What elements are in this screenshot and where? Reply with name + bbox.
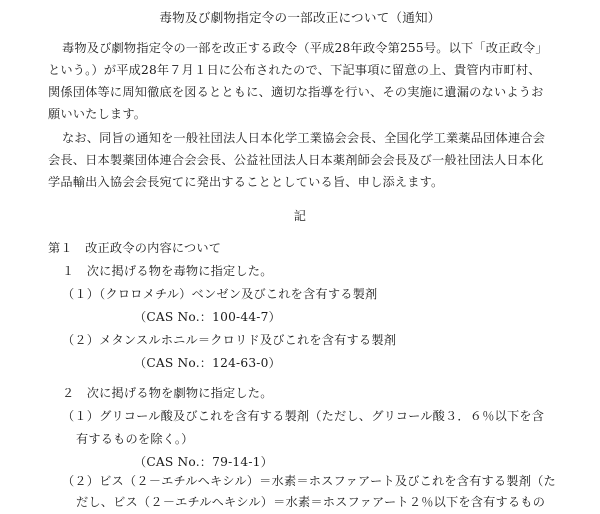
intro-line-3: 関係団体等に周知徹底を図るとともに、適切な指導を行い、その実施に遺漏のないようお	[48, 85, 544, 99]
document-title: 毒物及び劇物指定令の一部改正について（通知）	[159, 10, 441, 25]
intro-line-4: 願いいたします。	[48, 107, 147, 121]
item2-1-cas: （CAS No.：79-14-1）	[134, 455, 273, 469]
note-line-3: 学品輸出入協会会長宛てに発出することとしている旨、申し添えます。	[48, 175, 444, 189]
ki-heading: 記	[293, 209, 307, 223]
intro-line-2: という。）が平成28年７月１日に公布されたので、下記事項に留意の上、貴管内市町村、	[48, 63, 541, 77]
section1-heading: 第１ 改正政令の内容について	[48, 241, 222, 255]
item2-2-line-b: だし、ビス（２－エチルヘキシル）＝水素＝ホスファアート２％以下を含有するもの	[76, 495, 546, 509]
item2-1-line-b: 有するものを除く。）	[76, 432, 194, 446]
intro-line-1: 毒物及び劇物指定令の一部を改正する政令（平成28年政令第255号。以下「改正政令」	[62, 41, 548, 55]
item2-heading: ２ 次に掲げる物を劇物に指定した。	[62, 386, 273, 400]
item2-1-line-a: （１）グリコール酸及びこれを含有する製剤（ただし、グリコール酸３．６％以下を含	[62, 409, 545, 423]
item1-2-cas: （CAS No.：124-63-0）	[134, 356, 281, 370]
item1-1-cas: （CAS No.：100-44-7）	[134, 310, 281, 324]
note-line-1: なお、同旨の通知を一般社団法人日本化学工業協会会長、全国化学工業薬品団体連合会	[62, 131, 546, 145]
item2-2-line-a: （２）ビス（２－エチルヘキシル）＝水素＝ホスファアート及びこれを含有する製剤（た	[62, 474, 556, 488]
item1-heading: １ 次に掲げる物を毒物に指定した。	[62, 264, 273, 278]
note-line-2: 会長、日本製薬団体連合会会長、公益社団法人日本薬剤師会会長及び一般社団法人日本化	[48, 153, 544, 167]
item1-2: （２）メタンスルホニル＝クロリド及びこれを含有する製剤	[62, 333, 397, 347]
item1-1: （１）（クロロメチル）ベンゼン及びこれを含有する製剤	[62, 287, 378, 301]
